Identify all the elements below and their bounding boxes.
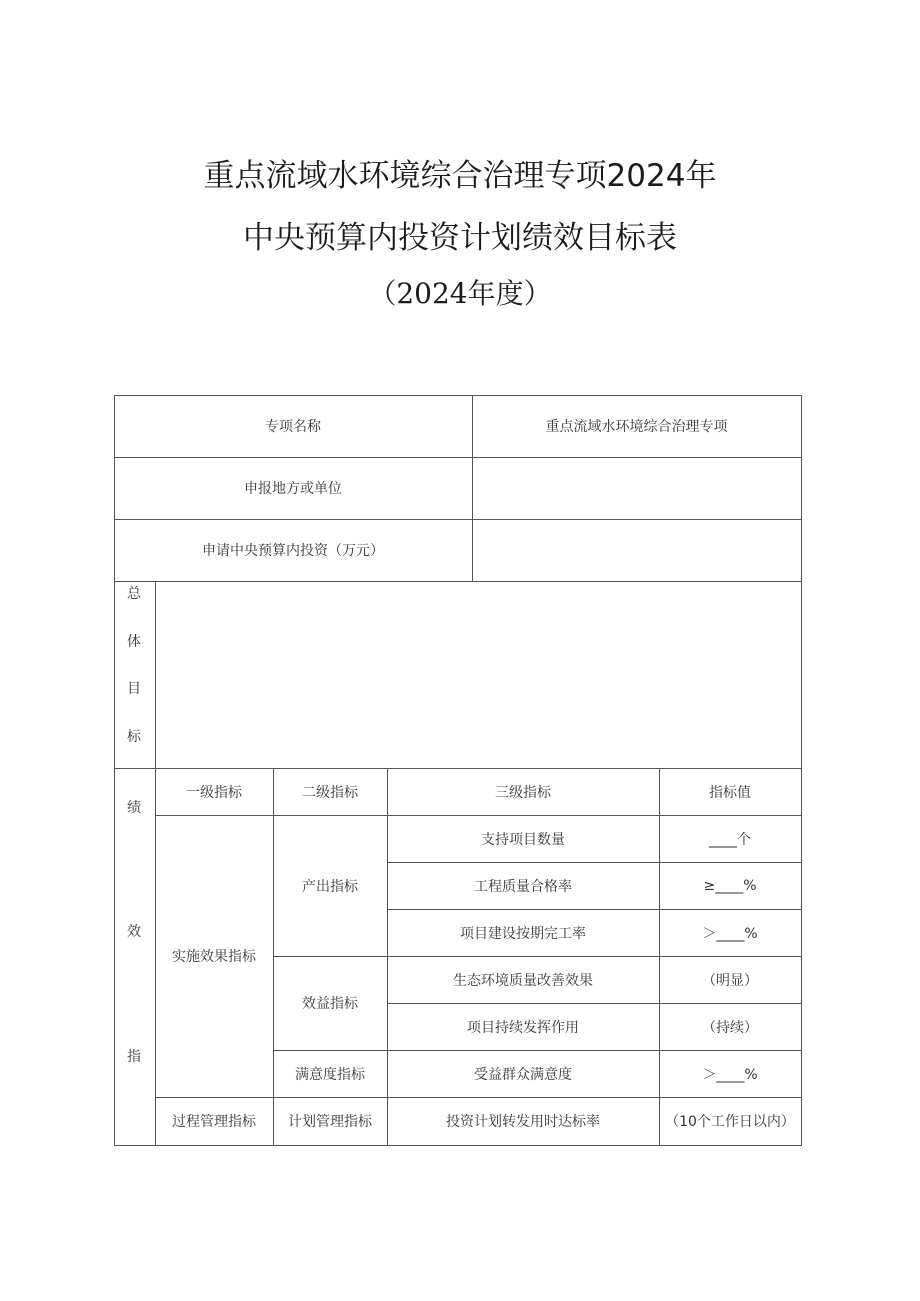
indicator-name: 生态环境质量改善效果 <box>453 972 593 989</box>
header-level2: 二级指标 <box>302 784 358 801</box>
indicator-name: 受益群众满意度 <box>474 1066 572 1083</box>
process-level2: 计划管理指标 <box>288 1114 372 1130</box>
header-value: 指标值 <box>709 784 751 801</box>
indicator-value: （持续） <box>702 1019 758 1036</box>
satisfaction-group: 满意度指标 <box>295 1066 365 1083</box>
indicator-value: ＞____% <box>702 925 758 942</box>
applicant-label: 申报地方或单位 <box>244 481 342 497</box>
header-level3: 三级指标 <box>495 784 551 801</box>
page-title-year: （2024年度） <box>368 277 552 310</box>
overall-goal-char: 标 <box>127 729 141 745</box>
indicator-side-char: 绩 <box>127 800 141 816</box>
indicator-name: 工程质量合格率 <box>474 878 572 895</box>
indicator-value: ____个 <box>709 831 751 848</box>
indicator-value: （明显） <box>702 972 758 989</box>
output-group: 产出指标 <box>302 878 358 895</box>
project-name-value: 重点流域水环境综合治理专项 <box>545 419 728 435</box>
indicator-name: 支持项目数量 <box>481 831 565 848</box>
table-border-right <box>801 395 802 1146</box>
investment-label: 申请中央预算内投资（万元） <box>202 543 384 559</box>
impl-effect-group: 实施效果指标 <box>172 949 256 965</box>
indicator-name: 项目建设按期完工率 <box>460 925 586 942</box>
investment-value <box>472 519 801 581</box>
overall-goal-char: 目 <box>127 681 141 697</box>
process-level1: 过程管理指标 <box>172 1114 256 1130</box>
process-level3: 投资计划转发用时达标率 <box>446 1114 600 1130</box>
process-value: （10个工作日以内） <box>665 1114 795 1130</box>
benefit-group: 效益指标 <box>302 996 358 1012</box>
page-title-line1: 重点流域水环境综合治理专项2024年 <box>203 158 717 194</box>
indicator-value: ＞____% <box>702 1066 758 1083</box>
table-border-bottom <box>114 1145 802 1146</box>
project-name-label: 专项名称 <box>265 419 321 435</box>
applicant-value <box>472 457 801 519</box>
overall-goal-content <box>155 581 801 768</box>
page-title-line2: 中央预算内投资计划绩效目标表 <box>243 220 677 256</box>
indicator-name: 项目持续发挥作用 <box>467 1019 579 1036</box>
indicator-value: ≥____% <box>703 877 757 894</box>
overall-goal-char: 体 <box>127 634 141 650</box>
indicator-side-char: 指 <box>127 1049 141 1065</box>
overall-goal-char: 总 <box>127 586 141 602</box>
header-level1: 一级指标 <box>186 784 242 801</box>
indicator-side-char: 效 <box>127 924 141 940</box>
